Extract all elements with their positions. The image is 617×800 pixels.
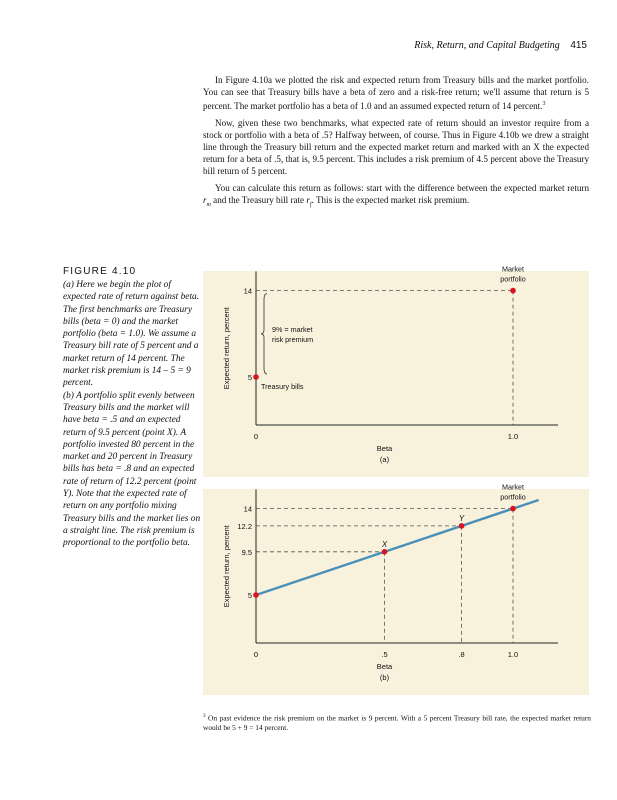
- symbol-rf-base: r: [306, 195, 310, 206]
- security-market-line: [256, 500, 539, 595]
- y-tick-label-1: 9.5: [241, 547, 252, 557]
- figure-caption: [63, 279, 201, 550]
- data-point-1: [510, 288, 516, 294]
- running-header: [414, 40, 587, 51]
- point-label-1: X: [381, 539, 388, 549]
- y-axis-label: Expected return, percent: [222, 525, 231, 608]
- x-tick-label-0: 0: [253, 432, 259, 441]
- symbol-rm-base: r: [203, 195, 207, 206]
- running-title: Risk, Return, and Capital Budgeting: [414, 40, 560, 51]
- figure-label: FIGURE 4.10: [63, 266, 137, 277]
- y-tick-label-3: 14: [243, 504, 252, 514]
- risk-premium-bracket: [261, 294, 267, 374]
- y-tick-label-2: 12.2: [237, 521, 252, 531]
- chart-panel-a: [203, 264, 589, 477]
- paragraph-3-part-c: . This is the expected market risk premium.: [311, 195, 470, 206]
- y-axis-label: Expected return, percent: [222, 307, 231, 390]
- x-tick-label-1: .5: [381, 650, 388, 659]
- paragraph-3-part-a: You can calculate this return as follows: start with the difference between the expected market return: [215, 183, 589, 194]
- x-tick-label-2: .8: [458, 650, 465, 659]
- footnote-mark: 3: [203, 714, 206, 719]
- symbol-rf-sub: f: [309, 201, 312, 208]
- y-tick-label-0: 5: [247, 591, 252, 600]
- chart-panel-b: [203, 482, 589, 695]
- x-axis-label: Beta: [376, 662, 393, 671]
- data-point-2: [459, 523, 465, 529]
- paragraph-1-text: In Figure 4.10a we plotted the risk and expected return from Treasury bills and the market portfolio. You can see that Treasury bills have a beta of zero and a risk-free return; we'll assume that return is 5 percent. The market portfolio has a beta of 1.0 and an assumed expected return of 14 percent.: [203, 75, 589, 112]
- x-axis-label: Beta: [376, 444, 393, 453]
- data-point-3: [510, 506, 516, 512]
- paragraph-3: [203, 182, 589, 211]
- bracket-label-line1: 9% = market: [272, 324, 313, 334]
- panel-label: (a): [379, 455, 390, 464]
- symbol-rm: [203, 195, 211, 208]
- page-number: 415: [570, 40, 587, 51]
- bracket-label-line2: risk premium: [272, 334, 314, 344]
- body-text: [203, 74, 589, 216]
- point-label-2: Y: [458, 513, 465, 523]
- point-label-3-line1: Market: [502, 482, 524, 492]
- x-tick-label-0: 0: [253, 650, 259, 659]
- point-label-3-line2: portfolio: [500, 492, 526, 502]
- paragraph-2: Now, given these two benchmarks, what expected rate of return should an investor require from a stock or portfolio with a beta of .5? Halfway between, of course. Thus in Figure 4.10b we drew a straight line through the Treasury bill return and the expected market return and marked with an X the expected return for a beta of .5, that is, 9.5 percent. This includes a risk premium of 4.5 percent above the Treasury bill return of 5 percent.: [203, 118, 589, 177]
- caption-a: (a) Here we begin the plot of expected rate of return against beta. The first benchmarks are Treasury bills (beta = 0) and the market portfolio (beta = 1.0). We assume a Treasury bill rate of 5 percent and a market return of 14 percent. The market risk premium is 14 – 5 = 9 percent.: [63, 280, 200, 389]
- point-label-1-line2: portfolio: [500, 274, 526, 284]
- paragraph-3-part-b: and the Treasury bill rate: [210, 195, 307, 206]
- y-tick-label-0: 5: [247, 373, 252, 382]
- x-tick-label-1: 1.0: [507, 432, 519, 441]
- panel-label: (b): [379, 673, 390, 682]
- data-point-0: [253, 592, 259, 598]
- symbol-rm-sub: m: [206, 201, 211, 208]
- footnote-text: On past evidence the risk premium on the market is 9 percent. With a 5 percent Treasury bill rate, the expected market return would be 5 + 9 = 14 percent.: [203, 713, 591, 733]
- footnote-ref: 3: [542, 101, 546, 107]
- point-label-1-line1: Market: [502, 264, 524, 274]
- y-tick-label-1: 14: [243, 286, 252, 296]
- data-point-1: [382, 549, 388, 555]
- footnote: [203, 712, 591, 733]
- paragraph-1: [203, 74, 589, 112]
- chart-a-svg: [203, 264, 589, 477]
- point-label-0: Treasury bills: [261, 382, 304, 391]
- caption-b: (b) A portfolio split evenly between Treasury bills and the market will have beta = .5 and an expected return of 9.5 percent (point X). A portfolio invested 80 percent in the market and 20 percent in Treasury bills has beta = .8 and an expected rate of return of 12.2 percent (point Y). Note that the expected rate of return on any portfolio mixing Treasury bills and the market lies on a straight line. The risk premium is proportional to the portfolio beta.: [63, 390, 201, 549]
- chart-b-svg: [203, 482, 589, 695]
- data-point-0: [253, 374, 259, 380]
- x-tick-label-3: 1.0: [507, 650, 519, 659]
